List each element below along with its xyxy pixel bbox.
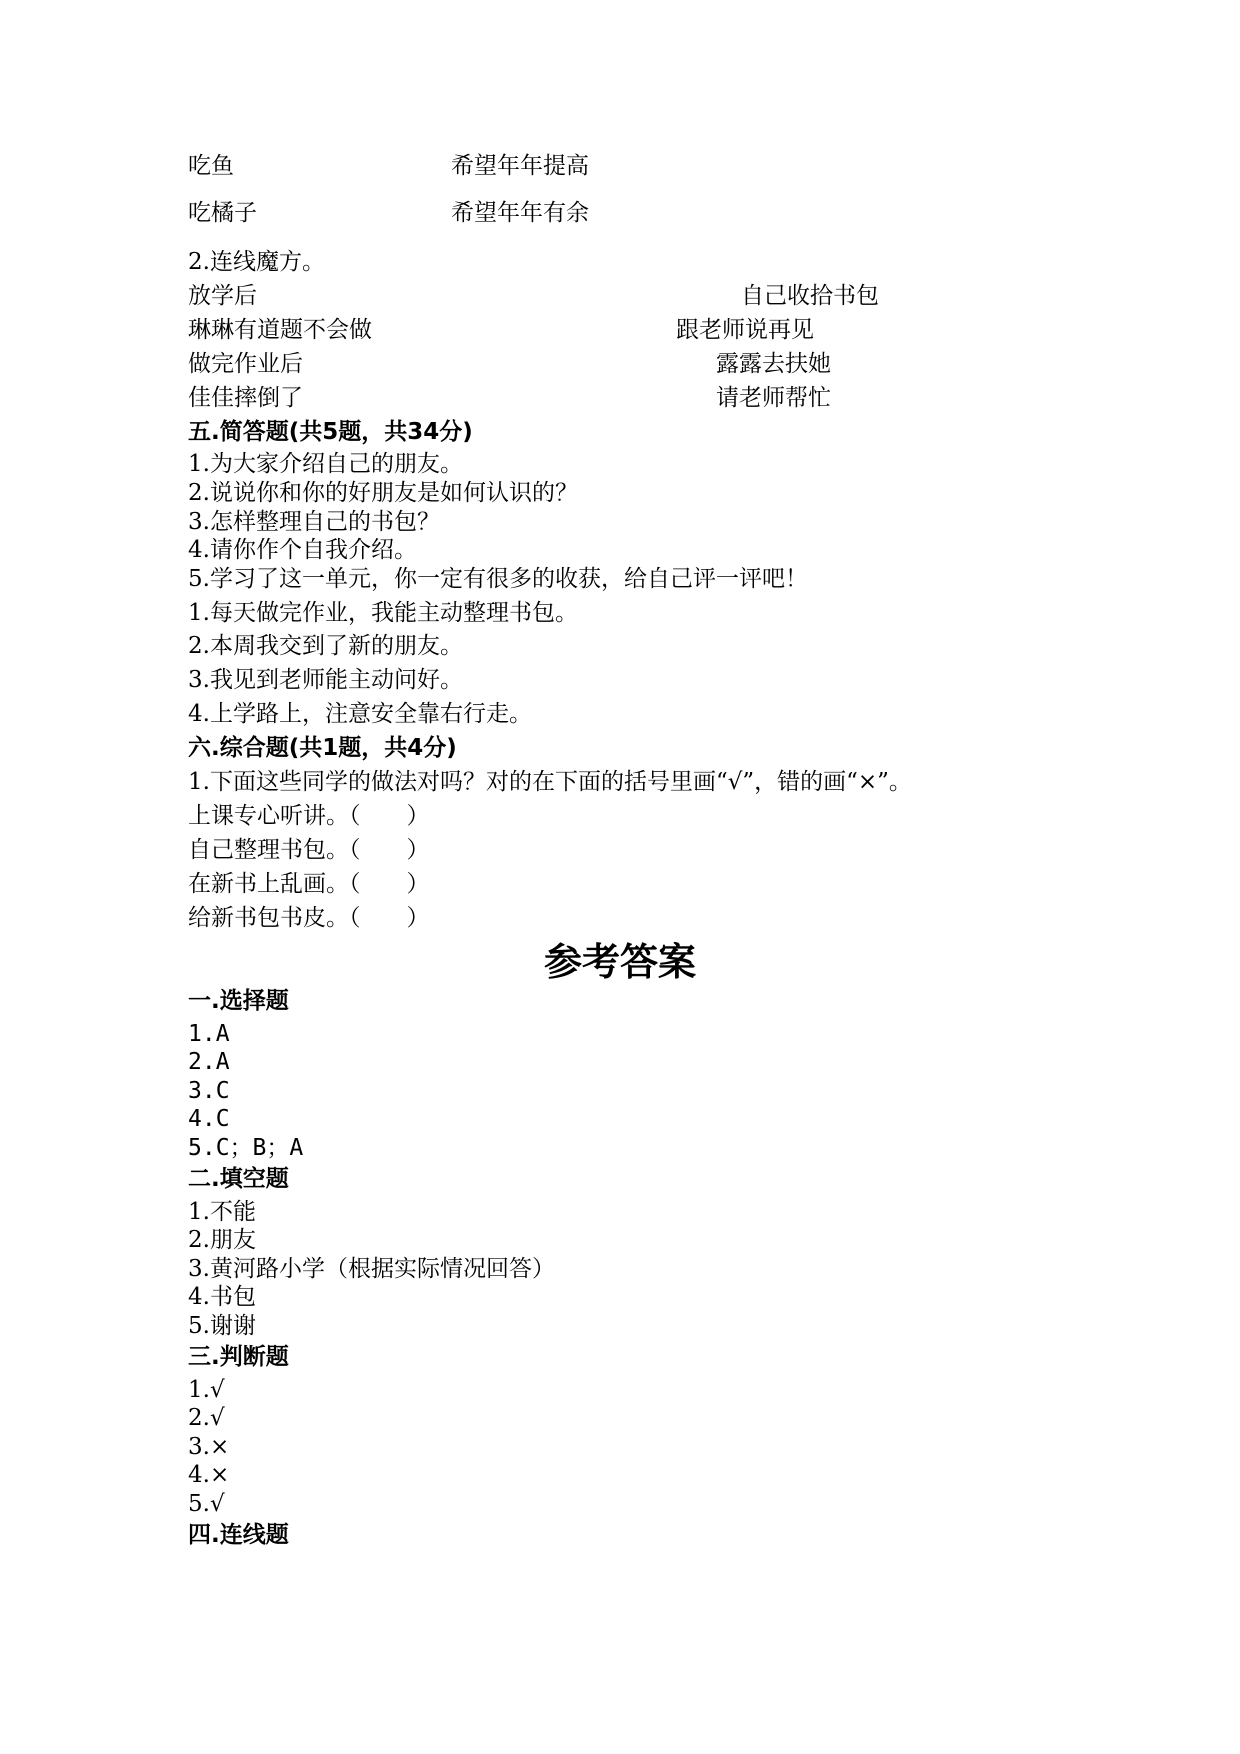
answers-s1-title: 一.选择题: [188, 988, 289, 1014]
answers-s2-item-4: 4.书包: [188, 1284, 256, 1310]
section6-item-2: 自己整理书包。（ ）: [188, 837, 430, 863]
magic-left-3: 做完作业后: [188, 351, 303, 377]
section5-sub-2: 2.本周我交到了新的朋友。: [188, 633, 463, 659]
magic-right-1: 自己收拾书包: [741, 283, 879, 309]
magic-right-4: 请老师帮忙: [716, 385, 831, 411]
section5-item-2: 2.说说你和你的好朋友是如何认识的？: [188, 480, 578, 506]
section5-sub-1: 1.每天做完作业，我能主动整理书包。: [188, 600, 578, 626]
answers-s3-title: 三.判断题: [188, 1344, 289, 1370]
magic-left-4: 佳佳摔倒了: [188, 385, 303, 411]
match-right-1: 希望年年提高: [451, 153, 589, 179]
answers-s2-item-3: 3.黄河路小学（根据实际情况回答）: [188, 1256, 555, 1282]
section5-item-1: 1.为大家介绍自己的朋友。: [188, 451, 463, 477]
answers-s2-item-2: 2.朋友: [188, 1227, 256, 1253]
section5-item-3: 3.怎样整理自己的书包？: [188, 509, 440, 535]
match-left-1: 吃鱼: [188, 153, 234, 179]
answers-s3-item-4: 4.×: [188, 1462, 230, 1488]
answers-s1-item-5: 5.C；B；A: [188, 1135, 304, 1161]
section6-item-3: 在新书上乱画。（ ）: [188, 871, 430, 897]
magic-title: 2.连线魔方。: [188, 249, 325, 275]
answers-s4-title: 四.连线题: [188, 1522, 289, 1548]
answers-s3-item-5: 5.√: [188, 1491, 225, 1517]
magic-right-3: 露露去扶她: [716, 351, 831, 377]
answers-s3-item-3: 3.×: [188, 1434, 230, 1460]
answers-s1-item-4: 4.C: [188, 1106, 230, 1132]
match-right-2: 希望年年有余: [451, 200, 589, 226]
answers-s2-item-1: 1.不能: [188, 1199, 256, 1225]
section5-title: 五.简答题(共5题，共34分): [188, 419, 473, 445]
section5-sub-3: 3.我见到老师能主动问好。: [188, 667, 463, 693]
answers-s1-item-1: 1.A: [188, 1021, 230, 1047]
answers-s1-item-2: 2.A: [188, 1049, 230, 1075]
section5-item-4: 4.请你作个自我介绍。: [188, 537, 417, 563]
magic-left-1: 放学后: [188, 283, 257, 309]
section6-item-4: 给新书包书皮。（ ）: [188, 905, 430, 931]
section6-title: 六.综合题(共1题，共4分): [188, 735, 457, 761]
section6-item-1: 上课专心听讲。（ ）: [188, 803, 430, 829]
answers-s3-item-1: 1.√: [188, 1377, 225, 1403]
match-left-2: 吃橘子: [188, 200, 257, 226]
answers-title: 参考答案: [543, 940, 696, 984]
section5-item-5: 5.学习了这一单元，你一定有很多的收获，给自己评一评吧！: [188, 566, 808, 592]
answers-s1-item-3: 3.C: [188, 1078, 230, 1104]
section6-question: 1.下面这些同学的做法对吗？对的在下面的括号里画“√”，错的画“×”。: [188, 769, 912, 795]
answers-s3-item-2: 2.√: [188, 1405, 225, 1431]
answers-s2-item-5: 5.谢谢: [188, 1313, 256, 1339]
answers-s2-title: 二.填空题: [188, 1166, 289, 1192]
magic-right-2: 跟老师说再见: [676, 317, 814, 343]
magic-left-2: 琳琳有道题不会做: [188, 317, 372, 343]
section5-sub-4: 4.上学路上，注意安全靠右行走。: [188, 701, 532, 727]
